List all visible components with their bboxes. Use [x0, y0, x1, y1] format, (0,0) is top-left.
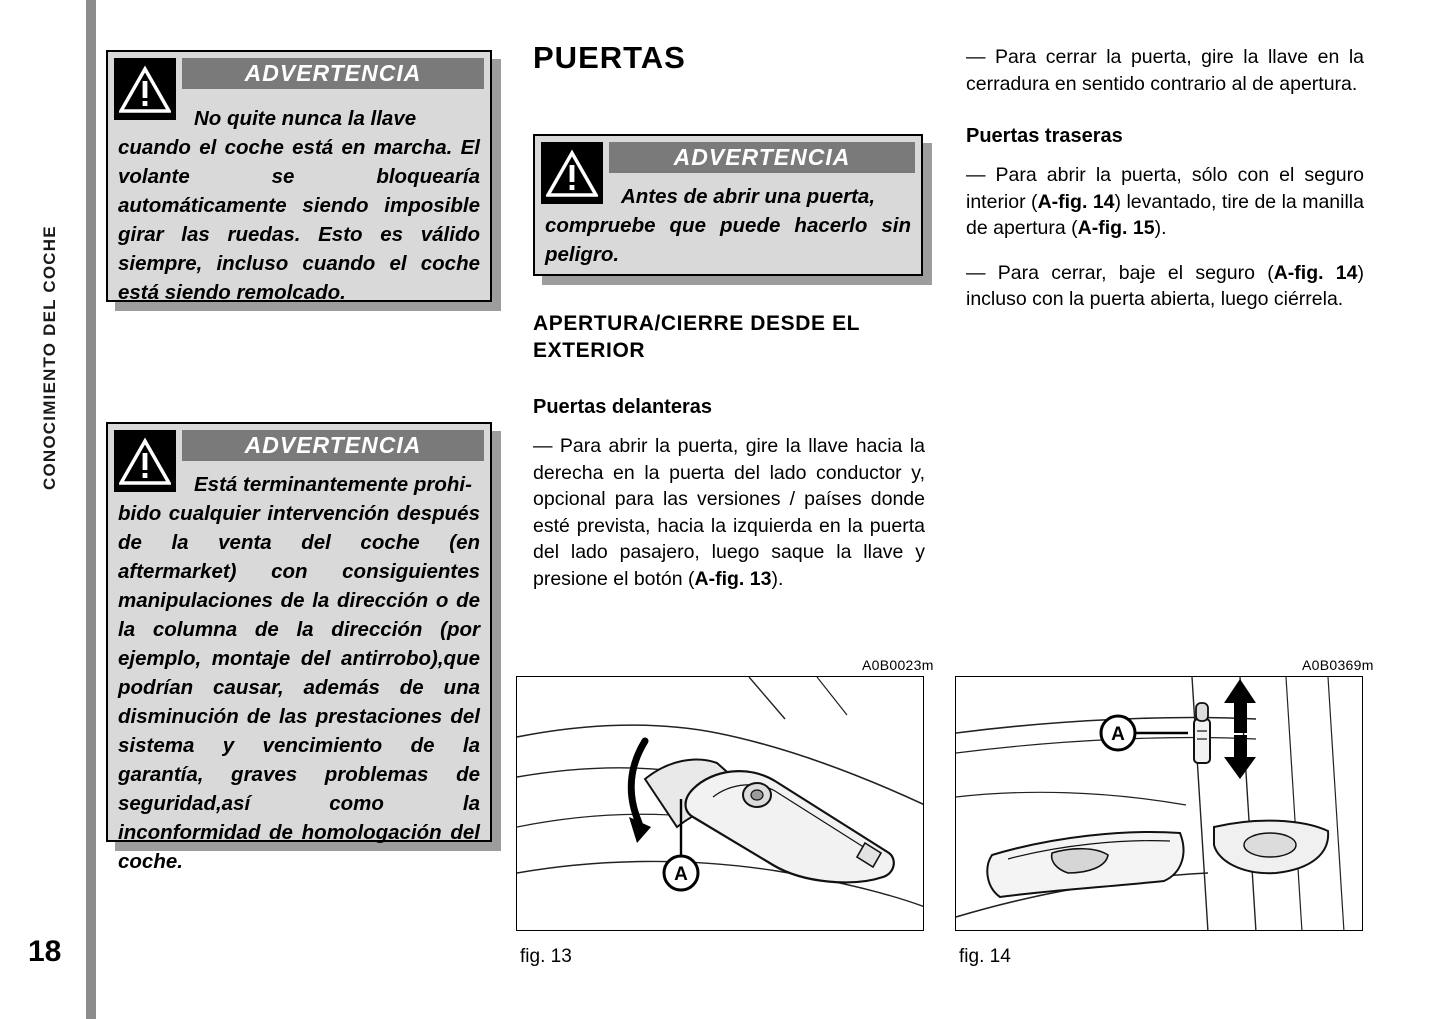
warning-title: ADVERTENCIA [182, 430, 484, 461]
warning-text [108, 470, 490, 886]
exterior-section [533, 310, 925, 592]
subheading-front-doors: Puertas delanteras [533, 396, 712, 418]
warning-lead-line: No quite nunca la llave [194, 107, 417, 130]
svg-text:A: A [674, 864, 688, 885]
warning-box-steering-key [106, 50, 492, 302]
svg-text:A: A [1111, 724, 1125, 745]
main-column [533, 40, 925, 76]
warning-lead-line: Antes de abrir una puerta, [621, 185, 876, 208]
right-column [966, 44, 1364, 313]
warning-triangle-icon [541, 142, 603, 204]
warning-triangle-icon [114, 58, 176, 120]
figure-caption-14: fig. 14 [959, 946, 1011, 967]
figure-code-14: A0B0369m [1302, 657, 1374, 673]
rear-doors-close-paragraph: — Para cerrar, baje el seguro (A-fig. 14) incluso con la puerta abierta, luego ciérrela. [966, 261, 1364, 310]
warning-box-open-door [533, 134, 923, 276]
warning-title: ADVERTENCIA [182, 58, 484, 89]
figure-code-13: A0B0023m [862, 657, 934, 673]
page-number: 18 [28, 935, 62, 968]
figure-image-13 [516, 676, 924, 931]
section-heading-exterior: APERTURA/CIERRE DESDE EL EXTERIOR [533, 312, 860, 362]
warning-lead-line: Está terminantemente prohi- [194, 473, 472, 496]
warning-body-text: bido cualquier intervención después de la venta del coche (en aftermarket) con consiguientes manipulaciones de la dirección o de la columna de la dirección (por ejemplo, montaje del antirrobo),que podrían causar, además de una disminución de las prestaciones del sistema y vencimiento de la garantía, graves problemas de seguridad,así como la inconformidad de homologación del coche. [118, 502, 480, 873]
warning-title: ADVERTENCIA [609, 142, 915, 173]
warning-header [108, 52, 490, 98]
warning-box-aftermarket [106, 422, 492, 873]
page-title: PUERTAS [533, 40, 686, 75]
warning-text [108, 98, 490, 317]
close-door-paragraph: — Para cerrar la puerta, gire la llave en la cerradura en sentido contrario al de apertura. [966, 46, 1364, 95]
warning-header [108, 424, 490, 470]
rear-doors-open-paragraph: — Para abrir la puerta, sólo con el seguro interior (A-fig. 14) levantado, tire de la manilla de apertura (A-fig. 15). [966, 164, 1364, 239]
chapter-title: CONOCIMIENTO DEL COCHE [40, 225, 59, 490]
figure-image-14 [955, 676, 1363, 931]
warning-triangle-icon [114, 430, 176, 492]
warning-body-text: cuando el coche está en marcha. El volante se bloquearía automáticamente siendo imposible girar las ruedas. Esto es válido siempre, incluso cuando el coche está siendo remolcado. [118, 136, 480, 304]
side-tab-strip [86, 0, 96, 1019]
figure-caption-13: fig. 13 [520, 946, 572, 967]
warning-body-text: compruebe que puede hacerlo sin peligro. [545, 214, 911, 266]
chapter-side-tab [0, 0, 96, 1019]
warning-header [535, 136, 921, 182]
front-doors-paragraph: — Para abrir la puerta, gire la llave hacia la derecha en la puerta del lado conductor y, opcional para las versiones / países donde esté prevista, hacia la izquierda en la puerta del lado pasajero, luego saque la llave y presione el botón (A-fig. 13). [533, 435, 925, 590]
subheading-rear-doors: Puertas traseras [966, 125, 1123, 147]
